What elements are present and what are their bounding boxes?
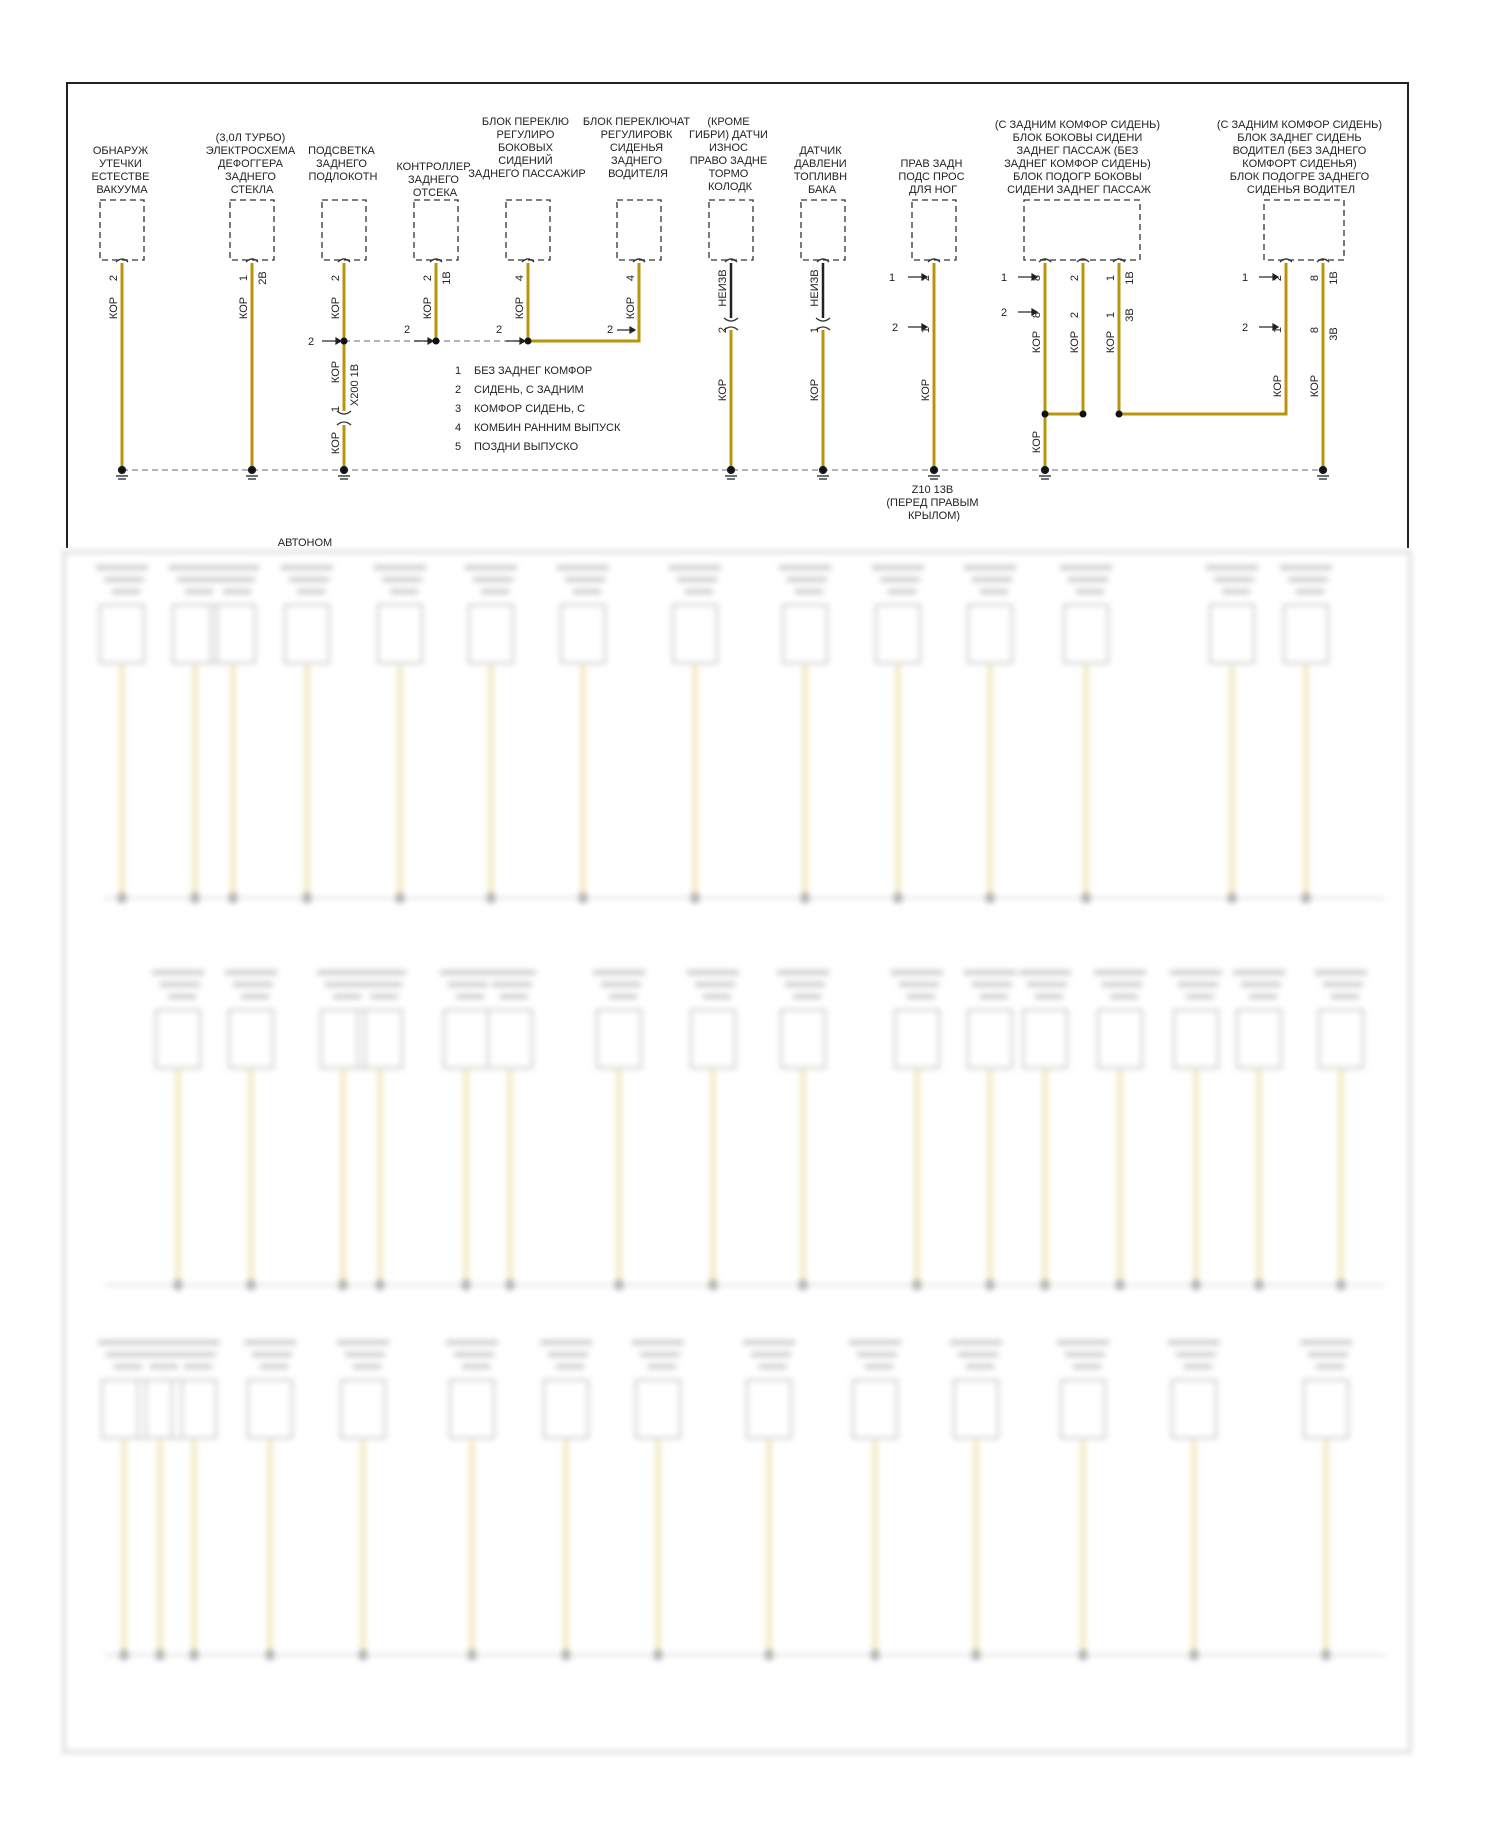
svg-text:1: 1 [1105, 274, 1117, 282]
svg-text:КОР: КОР [238, 296, 250, 320]
svg-text:НЕИЗВ: НЕИЗВ [717, 269, 729, 307]
svg-text:ПОЗДНИ ВЫПУСКО: ПОЗДНИ ВЫПУСКО [474, 441, 579, 453]
connector-label: X200 1В [349, 363, 361, 407]
svg-text:2: 2 [891, 322, 899, 334]
ground-icon [1317, 467, 1329, 480]
component-box-rear-defogger [230, 200, 274, 260]
svg-text:КОР: КОР [1105, 330, 1117, 354]
svg-text:2: 2 [495, 324, 503, 336]
svg-text:КОР: КОР [625, 296, 637, 320]
component-label-passenger-seat-module: (С ЗАДНИМ КОМФОР СИДЕНЬ) БЛОК БОКОВЫ СИДЕНИ ЗАДНЕГ ПАССАЖ (БЕЗ ЗАДНЕГ КОМФОР СИДЕНЬ) БЛОК ПОДОГР БОКОВЫ СИДЕНИ ЗАДНЕГ ПАССАЖ [994, 119, 1161, 196]
svg-text:2: 2 [422, 274, 434, 282]
component-box-footwell-light [912, 200, 956, 260]
svg-text:4: 4 [625, 274, 637, 282]
svg-text:НЕИЗВ: НЕИЗВ [809, 269, 821, 307]
svg-text:8: 8 [1309, 326, 1321, 334]
svg-text:1: 1 [238, 274, 250, 282]
svg-text:КОР: КОР [330, 431, 342, 455]
svg-text:3В: 3В [1328, 327, 1340, 341]
svg-text:СИДЕНЬ, С ЗАДНИМ: СИДЕНЬ, С ЗАДНИМ [474, 384, 584, 396]
svg-text:1: 1 [1000, 272, 1008, 284]
component-label-driver-seat-module: (С ЗАДНИМ КОМФОР СИДЕНЬ) БЛОК ЗАДНЕГ СИДЕНЬ ВОДИТЕЛ (БЕЗ ЗАДНЕГО КОМФОРТ СИДЕНЬЯ) БЛОК ПОДОГРЕ ЗАДНЕГО СИДЕНЬЯ ВОДИТЕЛ [1216, 119, 1383, 196]
svg-text:КОР: КОР [514, 296, 526, 320]
component-box-passenger-switch [506, 200, 550, 260]
blurred-circuits [96, 565, 1385, 1660]
component-box-passenger-seat-module [1024, 200, 1140, 260]
svg-text:2: 2 [330, 274, 342, 282]
splice-lines [122, 341, 1323, 470]
svg-text:КОР: КОР [330, 296, 342, 320]
svg-text:1В: 1В [1328, 271, 1340, 285]
component-label-rear-controller: КОНТРОЛЛЕР ЗАДНЕГО ОТСЕКА [396, 161, 471, 199]
svg-text:4: 4 [514, 274, 526, 282]
wire-c6 [528, 263, 639, 341]
legend [455, 365, 621, 453]
svg-text:КОР: КОР [1272, 374, 1284, 398]
svg-text:2: 2 [307, 336, 315, 348]
ground-label: Z10 13В (ПЕРЕД ПРАВЫМ КРЫЛОМ) [886, 484, 979, 522]
svg-text:4: 4 [455, 422, 462, 434]
svg-text:5: 5 [455, 441, 462, 453]
ground-icon [116, 467, 128, 480]
svg-text:8: 8 [1309, 274, 1321, 282]
svg-text:2: 2 [606, 324, 614, 336]
svg-text:КОМБИН РАННИМ ВЫПУСК: КОМБИН РАННИМ ВЫПУСК [474, 422, 621, 434]
component-label-armrest-light: ПОДСВЕТКА ЗАДНЕГО ПОДЛОКОТН [308, 145, 378, 183]
component-box-brake-wear-sensor [709, 200, 753, 260]
svg-text:КОР: КОР [717, 378, 729, 402]
svg-text:КОР: КОР [330, 360, 342, 384]
ground-symbols [116, 467, 1329, 480]
component-box-fuel-pressure [801, 200, 845, 260]
connector-pin: 1 [330, 405, 342, 413]
component-box-vacuum-leak [100, 200, 144, 260]
svg-text:2: 2 [920, 274, 932, 282]
svg-text:КОР: КОР [1031, 430, 1043, 454]
svg-text:КОМФОР СИДЕНЬ, С: КОМФОР СИДЕНЬ, С [474, 403, 586, 415]
component-label-footwell-light: ПРАВ ЗАДН ПОДС ПРОС ДЛЯ НОГ [898, 158, 965, 196]
component-boxes [100, 200, 1344, 260]
svg-text:КОР: КОР [809, 378, 821, 402]
svg-text:2: 2 [455, 384, 462, 396]
ground-icon [1039, 467, 1051, 480]
svg-text:БЕЗ ЗАДНЕГ КОМФОР: БЕЗ ЗАДНЕГ КОМФОР [474, 365, 593, 377]
svg-text:3: 3 [455, 403, 462, 415]
component-labels [91, 116, 1385, 199]
svg-text:2: 2 [1069, 311, 1081, 319]
component-label-brake-wear-sensor: (КРОМЕ ГИБРИ) ДАТЧИ ИЗНОС ПРАВО ЗАДНЕ ТОРМО КОЛОДК [689, 116, 768, 193]
svg-text:КОР: КОР [1031, 330, 1043, 354]
ground-icon [817, 467, 829, 480]
svg-text:КОР: КОР [920, 378, 932, 402]
svg-text:1: 1 [455, 365, 462, 377]
component-label-driver-switch: БЛОК ПЕРЕКЛЮЧАТ РЕГУЛИРОВК СИДЕНЬЯ ЗАДНЕГО ВОДИТЕЛЯ [582, 116, 691, 180]
component-box-driver-seat-module [1264, 200, 1344, 260]
svg-text:1В: 1В [1124, 271, 1136, 285]
component-label-vacuum-leak: ОБНАРУЖ УТЕЧКИ ЕСТЕСТВЕ ВАКУУМА [91, 145, 150, 196]
svg-text:1: 1 [809, 326, 821, 334]
blurred-area [64, 552, 1410, 1752]
component-box-armrest-light [322, 200, 366, 260]
ground-icon [928, 467, 940, 480]
svg-text:2: 2 [1069, 274, 1081, 282]
component-label-rear-defogger: (3,0Л ТУРБО) ЭЛЕКТРОСХЕМА ДЕФОГГЕРА ЗАДНЕГО СТЕКЛА [205, 132, 296, 196]
svg-text:2В: 2В [257, 271, 269, 285]
svg-text:8: 8 [1031, 311, 1043, 319]
svg-text:КОР: КОР [422, 296, 434, 320]
svg-text:1: 1 [888, 272, 896, 284]
ground-icon [338, 467, 350, 480]
ground-icon [246, 467, 258, 480]
svg-text:2: 2 [1000, 307, 1008, 319]
svg-text:2: 2 [403, 324, 411, 336]
svg-text:КОР: КОР [1069, 330, 1081, 354]
lower-section-label: АВТОНОМ [277, 537, 333, 549]
svg-text:2: 2 [1241, 322, 1249, 334]
svg-text:1В: 1В [441, 271, 453, 285]
wire-color-labels [108, 269, 1321, 454]
ground-icon [725, 467, 737, 480]
svg-text:КОР: КОР [1309, 374, 1321, 398]
wire-c11-a [1119, 263, 1286, 414]
svg-text:1: 1 [1241, 272, 1249, 284]
svg-text:8: 8 [1031, 274, 1043, 282]
component-label-fuel-pressure: ДАТЧИК ДАВЛЕНИ ТОПЛИВН БАКА [793, 145, 848, 196]
svg-text:2: 2 [717, 326, 729, 334]
svg-text:КОР: КОР [108, 296, 120, 320]
svg-text:3В: 3В [1124, 308, 1136, 322]
svg-text:2: 2 [108, 274, 120, 282]
svg-text:1: 1 [1105, 311, 1117, 319]
svg-text:1: 1 [1272, 326, 1284, 334]
svg-text:2: 2 [1272, 274, 1284, 282]
component-box-driver-switch [617, 200, 661, 260]
component-label-passenger-switch: БЛОК ПЕРЕКЛЮ РЕГУЛИРО БОКОВЫХ СИДЕНИЙ ЗАДНЕГО ПАССАЖИР [468, 116, 586, 180]
component-box-rear-controller [414, 200, 458, 260]
svg-text:1: 1 [920, 326, 932, 334]
